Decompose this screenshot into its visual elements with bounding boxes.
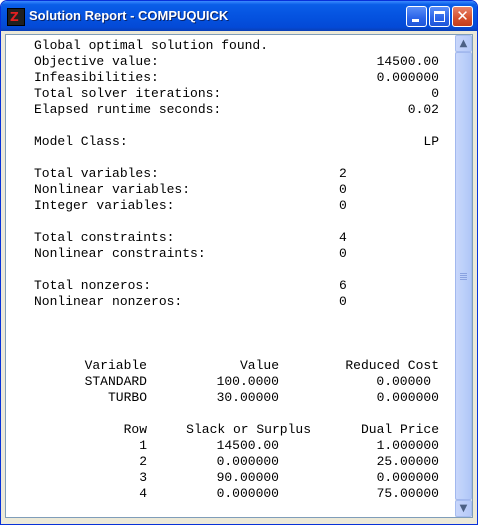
row-number: 4 — [139, 486, 147, 501]
variables-label: Total variables: — [34, 166, 159, 181]
variables-row — [34, 166, 439, 182]
row-table-row — [34, 438, 439, 454]
variable-name: STANDARD — [84, 374, 147, 389]
grip-line — [460, 273, 467, 274]
slack-surplus: 0.000000 — [216, 486, 279, 501]
row-table-header — [34, 422, 439, 438]
report-text-area[interactable] — [5, 34, 473, 518]
nonzeros-row — [34, 294, 439, 310]
minimize-icon — [412, 19, 419, 22]
app-icon: Z — [7, 8, 25, 26]
variable-table-row — [34, 390, 439, 406]
variables-value: 2 — [339, 166, 347, 181]
model-class-row — [34, 134, 439, 150]
summary-row — [34, 102, 439, 118]
summary-label: Total solver iterations: — [34, 86, 222, 101]
grip-line — [460, 277, 467, 278]
scroll-up-icon: ▲ — [459, 38, 468, 49]
reduced-cost: 0.000000 — [376, 390, 439, 405]
grip-line — [460, 279, 467, 280]
close-button[interactable] — [452, 6, 473, 27]
constraints-row — [34, 230, 439, 246]
slack-surplus: 0.000000 — [216, 454, 279, 469]
variable-value: 100.0000 — [216, 374, 279, 389]
variable-table-header — [34, 358, 439, 374]
summary-row — [34, 86, 439, 102]
grip-line — [460, 275, 467, 276]
reduced-cost-column-header: Reduced Cost — [345, 358, 439, 373]
nonzeros-value: 6 — [339, 278, 347, 293]
nonzeros-label: Nonlinear nonzeros: — [34, 294, 183, 309]
summary-label: Infeasibilities: — [34, 70, 159, 85]
scroll-thumb[interactable] — [455, 52, 472, 500]
summary-value: 0 — [431, 86, 439, 101]
variables-label: Nonlinear variables: — [34, 182, 191, 197]
row-number: 1 — [139, 438, 147, 453]
variable-table-row — [34, 374, 439, 390]
constraints-row — [34, 246, 439, 262]
minimize-button[interactable] — [406, 6, 427, 27]
maximize-button[interactable] — [429, 6, 450, 27]
variable-value: 30.00000 — [216, 390, 279, 405]
constraints-label: Total constraints: — [34, 230, 175, 245]
summary-value: 14500.00 — [376, 54, 439, 69]
variables-label: Integer variables: — [34, 198, 175, 213]
dual-price: 75.00000 — [376, 486, 439, 501]
variables-row — [34, 182, 439, 198]
model-class-value: LP — [423, 134, 439, 149]
slack-surplus: 90.00000 — [216, 470, 279, 485]
summary-value: 0.000000 — [376, 70, 439, 85]
window-title: Solution Report - COMPUQUICK — [29, 8, 229, 23]
summary-row — [34, 54, 439, 70]
dual-price: 25.00000 — [376, 454, 439, 469]
slack-surplus-column-header: Slack or Surplus — [186, 422, 311, 437]
dual-price: 1.000000 — [376, 438, 439, 453]
row-number: 2 — [139, 454, 147, 469]
value-column-header: Value — [239, 358, 279, 373]
row-number: 3 — [139, 470, 147, 485]
dual-price: 0.000000 — [376, 470, 439, 485]
variables-value: 0 — [339, 198, 347, 213]
status-line: Global optimal solution found. — [34, 38, 269, 53]
slack-surplus: 14500.00 — [216, 438, 279, 453]
variables-row — [34, 198, 439, 214]
nonzeros-label: Total nonzeros: — [34, 278, 152, 293]
row-column-header: Row — [123, 422, 147, 437]
row-table-row — [34, 486, 439, 502]
report-client-area — [5, 31, 473, 520]
title-bar[interactable] — [1, 1, 477, 31]
summary-value: 0.02 — [407, 102, 439, 117]
scroll-down-icon: ▼ — [459, 503, 468, 514]
report-content — [34, 38, 439, 502]
variable-name: TURBO — [107, 390, 147, 405]
nonzeros-value: 0 — [339, 294, 347, 309]
variables-value: 0 — [339, 182, 347, 197]
close-icon: ✕ — [456, 7, 469, 25]
constraints-label: Nonlinear constraints: — [34, 246, 206, 261]
constraints-value: 0 — [339, 246, 347, 261]
vertical-scrollbar[interactable] — [455, 35, 472, 517]
maximize-icon — [434, 11, 445, 22]
scroll-up-button[interactable] — [455, 35, 472, 52]
reduced-cost: 0.00000 — [376, 374, 431, 389]
variable-column-header: Variable — [84, 358, 147, 373]
constraints-value: 4 — [339, 230, 347, 245]
row-table-row — [34, 470, 439, 486]
nonzeros-row — [34, 278, 439, 294]
summary-label: Elapsed runtime seconds: — [34, 102, 222, 117]
dual-price-column-header: Dual Price — [360, 422, 439, 437]
summary-row — [34, 70, 439, 86]
model-class-label: Model Class: — [34, 134, 128, 149]
summary-label: Objective value: — [34, 54, 159, 69]
row-table-row — [34, 454, 439, 470]
scroll-down-button[interactable] — [455, 500, 472, 517]
